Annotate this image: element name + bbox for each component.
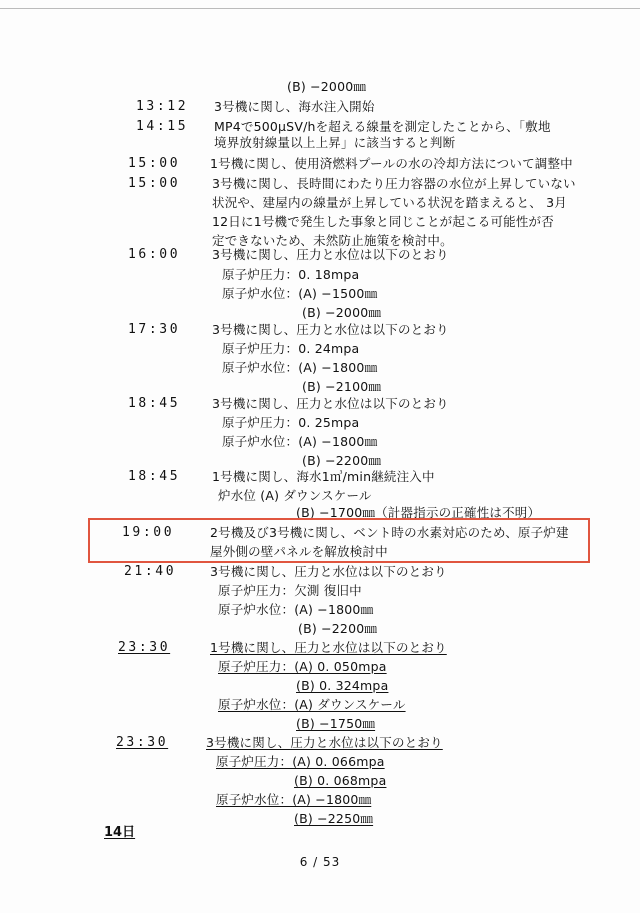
time-1600: 16:00 — [128, 247, 181, 262]
entry-text-continued: 定できないため、未然防止施策を検討中。 — [212, 233, 453, 248]
water-level-b-line: (B) −2000㎜ — [287, 79, 367, 94]
reactor-pressure: 原子炉圧力：0. 24mpa — [222, 341, 360, 356]
day-marker: 14日 — [104, 825, 136, 840]
entry-text-continued: 12日に1号機で発生した事象と同じことが起こる可能性が否 — [212, 214, 554, 229]
reactor-water-level-b: (B) −2000㎜ — [302, 305, 382, 320]
reactor-water-level-b: (B) −2100㎜ — [302, 379, 382, 394]
reactor-pressure-b: (B) 0. 068mpa — [294, 773, 387, 788]
entry-text-continued: 状況や、建屋内の線量が上昇している状況を踏まえると、 3月 — [212, 195, 567, 210]
scan-edge-line — [0, 8, 640, 9]
reactor-water-level-b: (B) −2250㎜ — [294, 811, 374, 826]
reactor-pressure-b: (B) 0. 324mpa — [296, 678, 389, 693]
reactor-pressure: 原子炉圧力：0. 25mpa — [222, 415, 360, 430]
reactor-water-level-a: 原子炉水位：(A) ダウンスケール — [218, 697, 406, 712]
entry-text: 3号機に関し、圧力と水位は以下のとおり — [212, 396, 449, 411]
entry-text: 1号機に関し、使用済燃料プールの水の冷却方法について調整中 — [210, 156, 573, 171]
reactor-pressure: 原子炉圧力：欠測 復旧中 — [218, 583, 362, 598]
entry-text: 3号機に関し、圧力と水位は以下のとおり — [212, 322, 449, 337]
time-1312: 13:12 — [136, 99, 189, 114]
core-water-level-a: 炉水位 (A) ダウンスケール — [218, 488, 372, 503]
time-1500: 15:00 — [128, 176, 181, 191]
time-1415: 14:15 — [136, 119, 189, 134]
entry-text: 3号機に関し、圧力と水位は以下のとおり — [212, 247, 449, 262]
highlight-box — [88, 518, 590, 563]
reactor-water-level-b: (B) −2200㎜ — [302, 453, 382, 468]
time-1500: 15:00 — [128, 156, 181, 171]
entry-text-continued: 境界放射線量以上上昇」に該当すると判断 — [214, 135, 456, 150]
core-water-level-b: (B) −1700㎜（計器指示の正確性は不明） — [296, 505, 541, 520]
time-2330: 23:30 — [116, 735, 169, 750]
entry-text: 3号機に関し、海水注入開始 — [214, 99, 375, 114]
entry-text: 3号機に関し、長時間にわたり圧力容器の水位が上昇していない — [212, 176, 576, 191]
entry-text: 1号機に関し、圧力と水位は以下のとおり — [210, 640, 447, 655]
reactor-water-level-a: 原子炉水位：(A) −1800㎜ — [218, 602, 374, 617]
reactor-pressure-a: 原子炉圧力：(A) 0. 066mpa — [216, 754, 385, 769]
time-1845: 18:45 — [128, 469, 181, 484]
entry-text: 1号機に関し、海水1㎥/min継続注入中 — [212, 469, 435, 484]
reactor-pressure: 原子炉圧力：0. 18mpa — [222, 267, 360, 282]
time-2330: 23:30 — [118, 640, 171, 655]
time-1845: 18:45 — [128, 396, 181, 411]
entry-text: 3号機に関し、圧力と水位は以下のとおり — [206, 735, 443, 750]
reactor-water-level-a: 原子炉水位：(A) −1800㎜ — [222, 434, 378, 449]
reactor-water-level-b: (B) −2200㎜ — [298, 621, 378, 636]
time-1730: 17:30 — [128, 322, 181, 337]
reactor-water-level-b: (B) −1750㎜ — [296, 716, 376, 731]
time-1900: 19:00 — [122, 525, 175, 540]
entry-text-continued: 屋外側の壁パネルを解放検討中 — [210, 544, 388, 559]
reactor-water-level-a: 原子炉水位：(A) −1800㎜ — [216, 792, 372, 807]
entry-text: 2号機及び3号機に関し、ベント時の水素対応のため、原子炉建 — [210, 525, 569, 540]
entry-text: MP4で500μSV/hを超える線量を測定したことから、「敷地 — [214, 119, 551, 134]
reactor-water-level-a: 原子炉水位：(A) −1800㎜ — [222, 360, 378, 375]
reactor-pressure-a: 原子炉圧力：(A) 0. 050mpa — [218, 659, 387, 674]
entry-text: 3号機に関し、圧力と水位は以下のとおり — [210, 564, 447, 579]
time-2140: 21:40 — [124, 564, 177, 579]
reactor-water-level-a: 原子炉水位：(A) −1500㎜ — [222, 286, 378, 301]
page-number: 6 / 53 — [299, 855, 341, 869]
